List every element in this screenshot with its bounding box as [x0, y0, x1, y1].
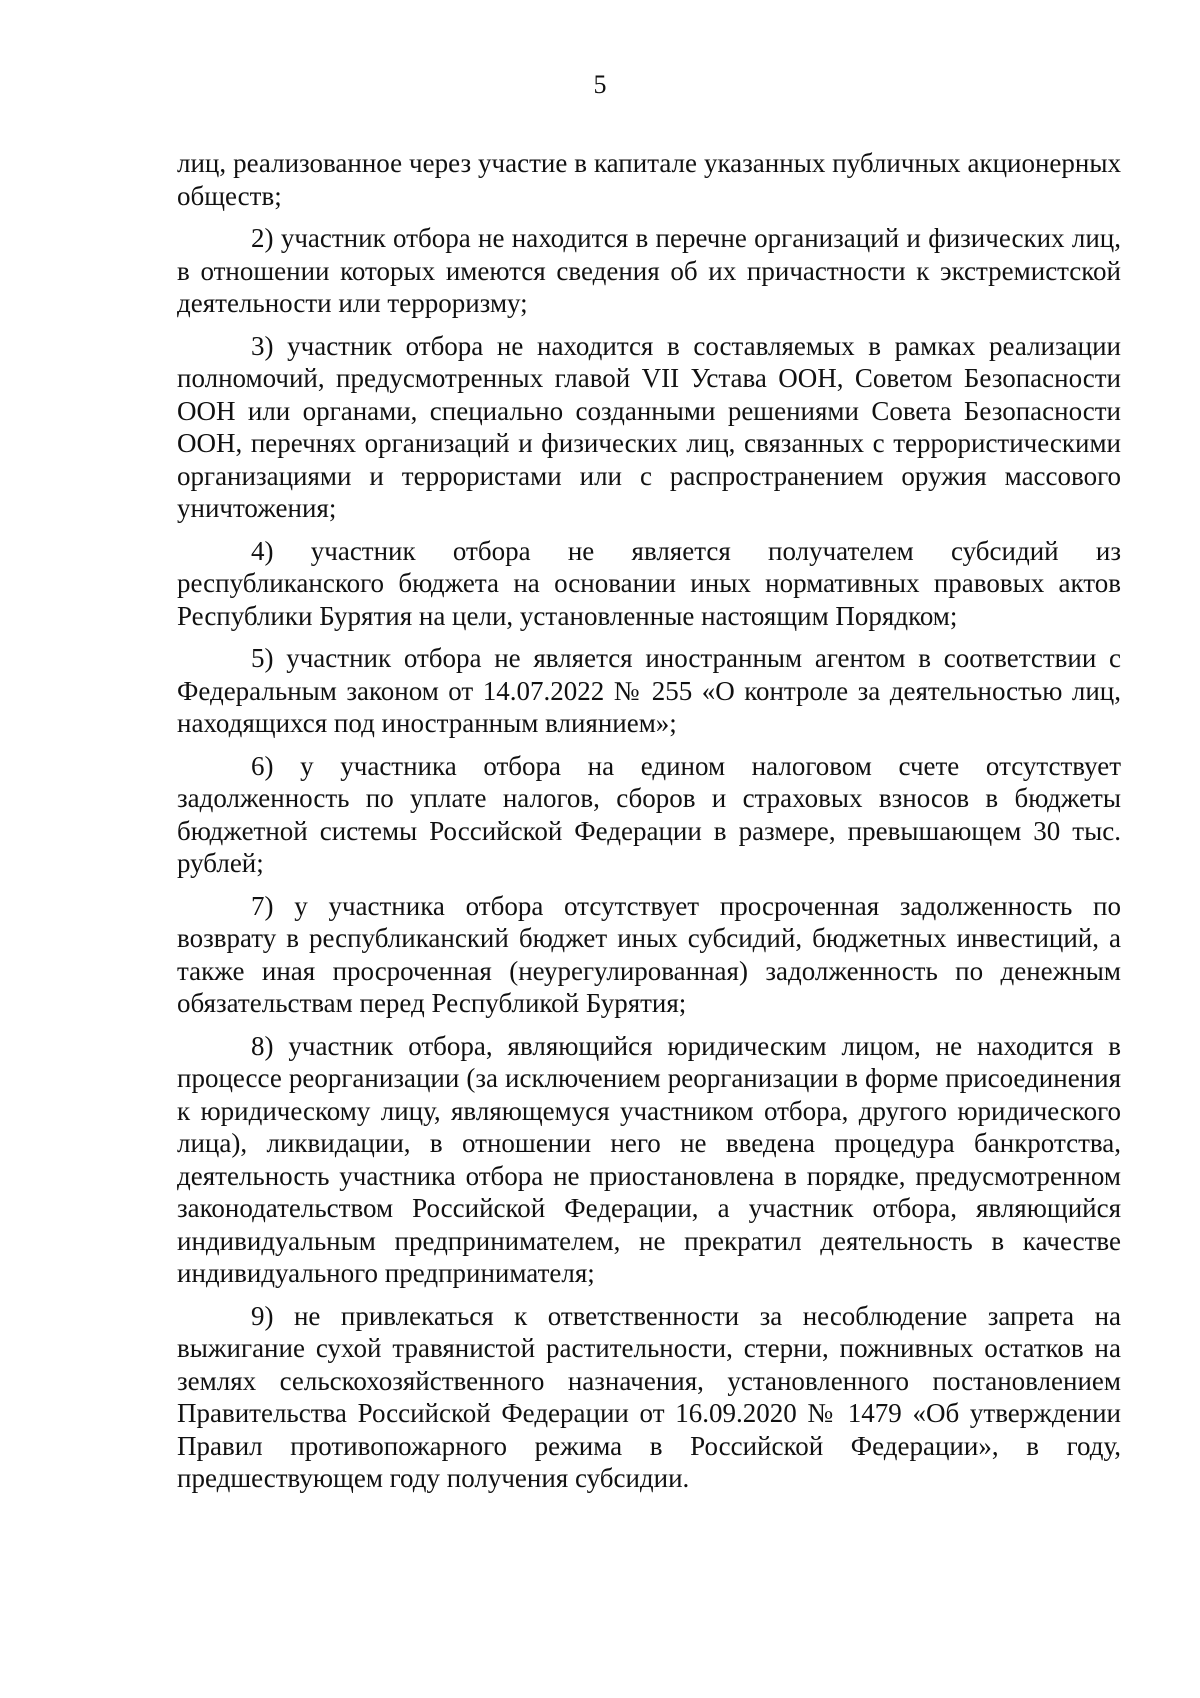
paragraph-item-9: 9) не привлекаться к ответственности за несоблюдение запрета на выжигание сухой травянистой растительности, стерни, пожнивных остатков на землях сельскохозяйственного назначения, установленного постановлением Правительства Российской Федерации от 16.09.2020 № 1479 «Об утверждении Правил противопожарного режима в Российской Федерации», в году, предшествующем году получения субсидии.: [177, 1300, 1121, 1493]
paragraph-item-6: 6) у участника отбора на едином налоговом счете отсутствует задолженность по уплате налогов, сборов и страховых взносов в бюджеты бюджетной системы Российской Федерации в размере, превышающем 30 тыс. рублей;: [177, 750, 1121, 878]
paragraph-item-5: 5) участник отбора не является иностранным агентом в соответствии с Федеральным законом от 14.07.2022 № 255 «О контроле за деятельностью лиц, находящихся под иностранным влиянием»;: [177, 643, 1121, 738]
paragraph-item-7: 7) у участника отбора отсутствует просроченная задолженность по возврату в республиканский бюджет иных субсидий, бюджетных инвестиций, а также иная просроченная (неурегулированная) задолженность по денежным обязательствам перед Республикой Бурятия;: [177, 890, 1121, 1018]
document-body: [177, 147, 1121, 1505]
paragraph-item-4: 4) участник отбора не является получателем субсидий из республиканского бюджета на основании иных нормативных правовых актов Республики Бурятия на цели, установленные настоящим Порядком;: [177, 535, 1121, 631]
paragraph-item-2: 2) участник отбора не находится в перечне организаций и физических лиц, в отношении которых имеются сведения об их причастности к экстремистской деятельности или терроризму;: [177, 223, 1121, 318]
page-number: 5: [593, 70, 607, 99]
paragraph-item-8: 8) участник отбора, являющийся юридическим лицом, не находится в процессе реорганизации (за исключением реорганизации в форме присоединения к юридическому лицу, являющемуся участником отбора, другого юридического лица), ликвидации, в отношении него не введена процедура банкротства, деятельность участника отбора не приостановлена в порядке, предусмотренном законодательством Российской Федерации, а участник отбора, являющийся индивидуальным предпринимателем, не прекратил деятельность в качестве индивидуального предпринимателя;: [177, 1030, 1121, 1288]
paragraph-continuation: лиц, реализованное через участие в капитале указанных публичных акционерных обществ;: [177, 148, 1121, 211]
paragraph-item-3: 3) участник отбора не находится в составляемых в рамках реализации полномочий, предусмотренных главой VII Устава ООН, Советом Безопасности ООН или органами, специально созданными решениями Совета Безопасности ООН, перечнях организаций и физических лиц, связанных с террористическими организациями и террористами или с распространением оружия массового уничтожения;: [177, 330, 1121, 523]
